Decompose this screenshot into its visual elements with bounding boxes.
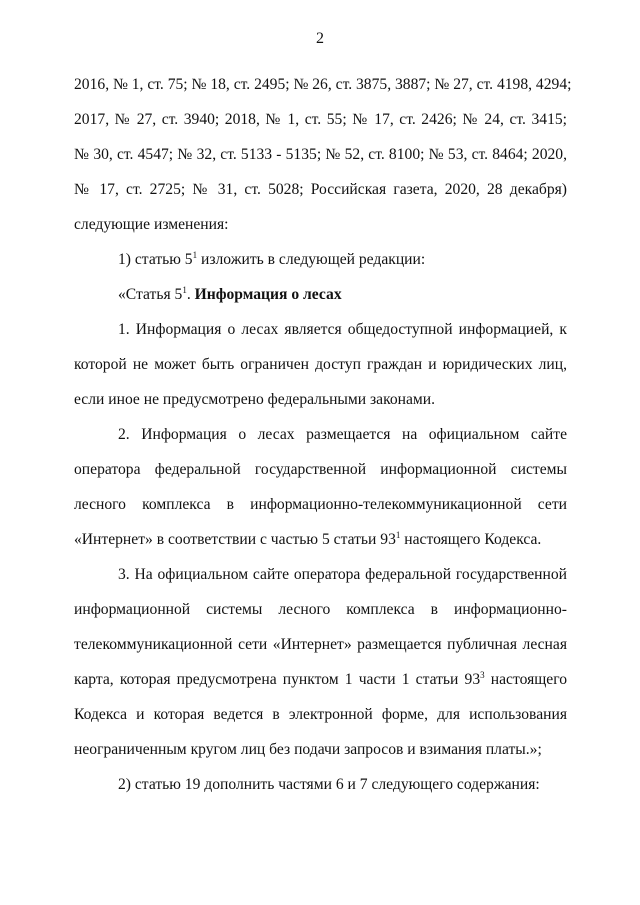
item-2: 2) статью 19 дополнить частями 6 и 7 следующего содержания: bbox=[118, 776, 540, 793]
text-line: лесного комплекса в информационно-телекоммуникационной сети bbox=[74, 496, 567, 513]
text-line: следующие изменения: bbox=[74, 216, 229, 233]
superscript: 1 bbox=[395, 529, 401, 540]
p3-text: настоящего bbox=[484, 671, 567, 688]
article-title: Информация о лесах bbox=[194, 286, 342, 303]
text-line: информационной системы лесного комплекса в информационно- bbox=[74, 601, 567, 618]
text-line: 3. На официальном сайте оператора федеральной государственной bbox=[118, 566, 567, 583]
text-line bbox=[74, 670, 567, 690]
page-number: 2 bbox=[316, 30, 324, 47]
text-line: которой не может быть ограничен доступ граждан и юридических лиц, bbox=[74, 356, 567, 373]
superscript: 1 bbox=[192, 249, 198, 260]
text-line: оператора федеральной государственной информационной системы bbox=[74, 461, 567, 478]
text-line: 1. Информация о лесах является общедоступной информацией, к bbox=[118, 321, 567, 338]
article-dot: . bbox=[186, 286, 195, 303]
text-line: если иное не предусмотрено федеральными законами. bbox=[74, 391, 436, 408]
p3-text: карта, которая предусмотрена пунктом 1 части 1 статьи 93 bbox=[74, 671, 481, 688]
p2-text: настоящего Кодекса. bbox=[400, 531, 542, 548]
superscript: 3 bbox=[480, 669, 485, 680]
superscript: 1 bbox=[182, 284, 187, 295]
article-label: «Статья 5 bbox=[118, 286, 183, 303]
text-line: 2016, № 1, ст. 75; № 18, ст. 2495; № 26, ст. 3875, 3887; № 27, ст. 4198, 4294; bbox=[74, 76, 572, 93]
text-line: Кодекса и которая ведется в электронной форме, для использования bbox=[74, 706, 567, 723]
p2-text: «Интернет» в соответствии с частью 5 статьи 93 bbox=[74, 531, 396, 548]
text-line: № 17, ст. 2725; № 31, ст. 5028; Российская газета, 2020, 28 декабря) bbox=[74, 181, 567, 198]
item-1-text: 1) статью 5 bbox=[118, 251, 193, 268]
text-line: № 30, ст. 4547; № 32, ст. 5133 - 5135; № 52, ст. 8100; № 53, ст. 8464; 2020, bbox=[74, 146, 567, 163]
text-line: 2017, № 27, ст. 3940; 2018, № 1, ст. 55; № 17, ст. 2426; № 24, ст. 3415; bbox=[74, 111, 567, 128]
text-line: 2. Информация о лесах размещается на официальном сайте bbox=[118, 426, 567, 443]
text-line bbox=[74, 530, 567, 550]
item-1-text: изложить в следующей редакции: bbox=[197, 251, 426, 268]
item-1 bbox=[118, 250, 567, 270]
text-line: телекоммуникационной сети «Интернет» размещается публичная лесная bbox=[74, 636, 567, 653]
text-line: неограниченным кругом лиц без подачи запросов и взимания платы.»; bbox=[74, 741, 542, 758]
article-heading bbox=[118, 285, 567, 305]
